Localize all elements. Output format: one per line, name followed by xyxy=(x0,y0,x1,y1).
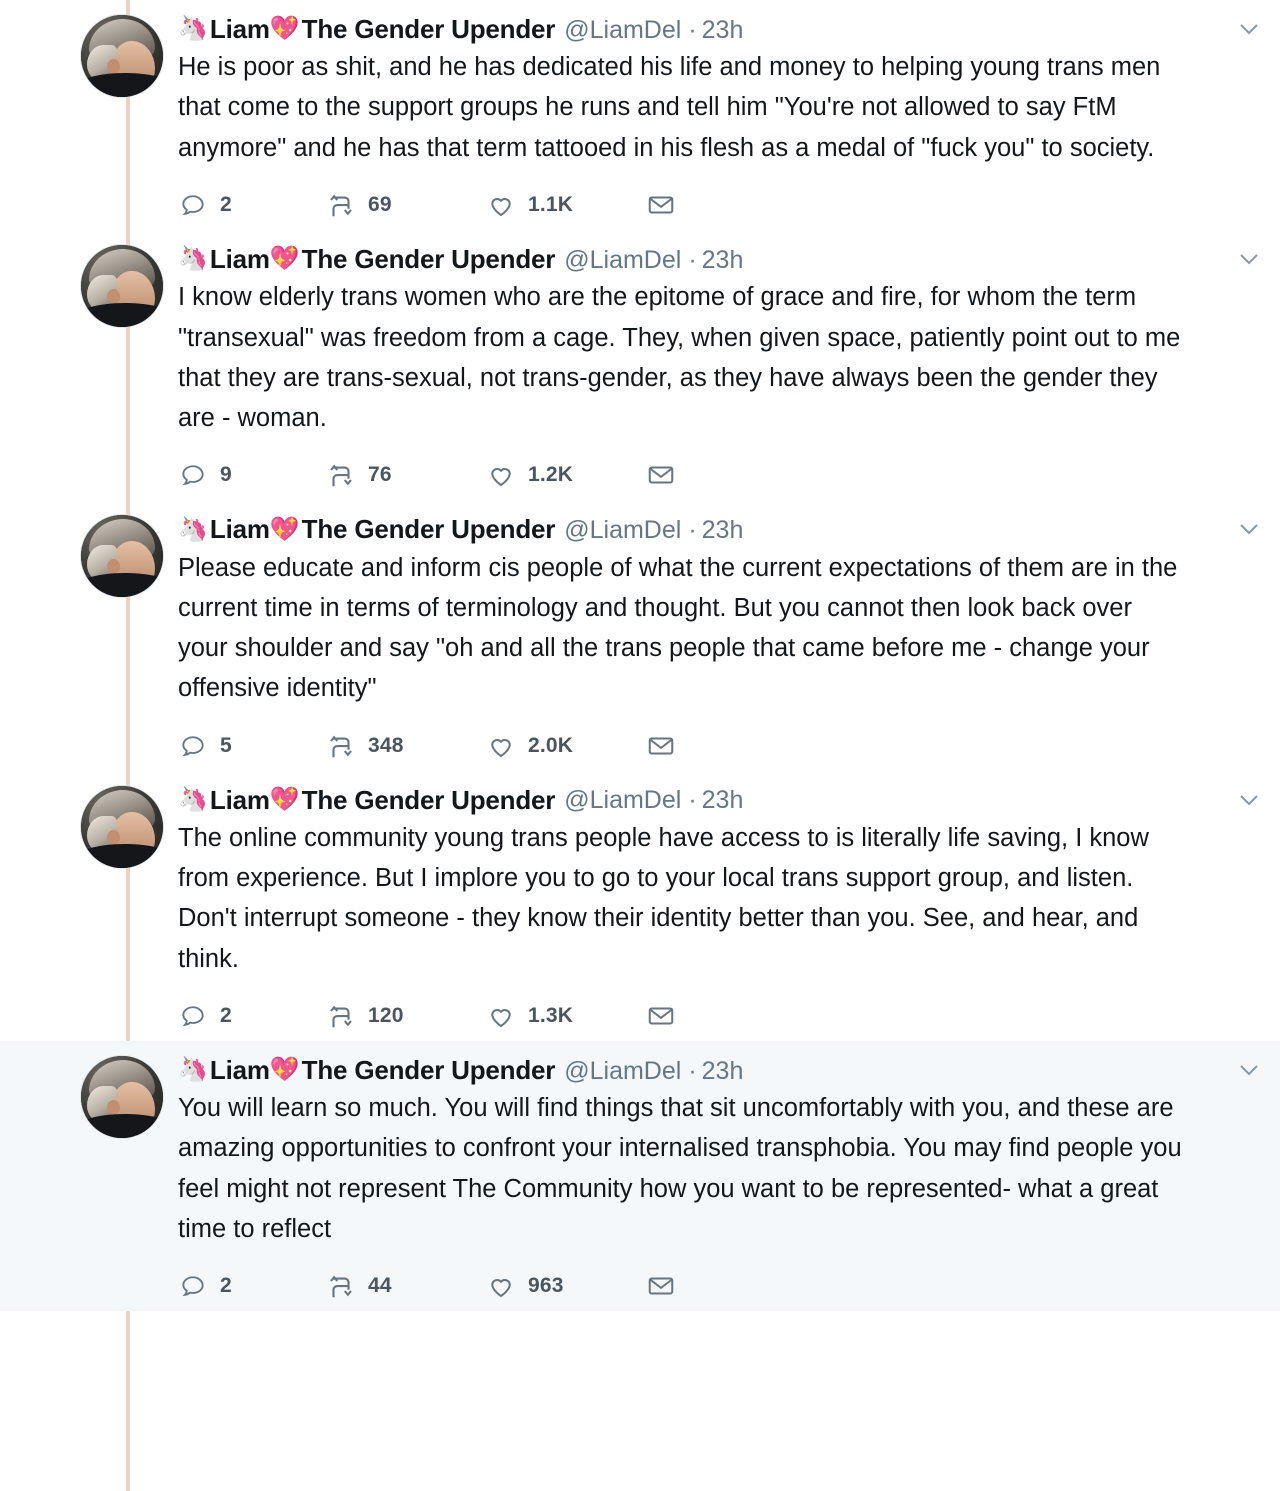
sparkling-heart-emoji-icon: 💖 xyxy=(269,1056,300,1084)
envelope-icon xyxy=(646,190,676,220)
heart-icon xyxy=(486,1001,516,1031)
retweet-count: 69 xyxy=(368,193,392,217)
retweet-count: 76 xyxy=(368,463,392,487)
tweet-item[interactable] xyxy=(0,0,1280,230)
like-button[interactable] xyxy=(486,190,646,220)
meta-separator: · xyxy=(688,786,697,815)
tweet-timestamp[interactable]: 23h xyxy=(701,1056,744,1085)
retweet-button[interactable] xyxy=(326,1001,486,1031)
tweet-header xyxy=(178,244,1200,275)
author-display-name[interactable]: Liam xyxy=(209,784,270,815)
chevron-down-icon[interactable] xyxy=(1232,247,1266,271)
retweet-button[interactable] xyxy=(326,460,486,490)
tweet-timestamp[interactable]: 23h xyxy=(701,245,744,274)
tweet-header xyxy=(178,514,1200,545)
tweet-actions xyxy=(178,1271,1200,1301)
author-display-name-suffix[interactable]: The Gender Upender xyxy=(301,1054,556,1085)
avatar-column xyxy=(80,1055,176,1301)
avatar[interactable] xyxy=(80,14,164,98)
chevron-down-icon[interactable] xyxy=(1232,517,1266,541)
tweet-body xyxy=(176,785,1200,1031)
tweet-actions xyxy=(178,731,1200,761)
tweet-body xyxy=(176,1055,1200,1301)
heart-icon xyxy=(486,731,516,761)
chevron-down-icon[interactable] xyxy=(1232,788,1266,812)
avatar-column xyxy=(80,14,176,220)
reply-count: 2 xyxy=(220,193,232,217)
tweet-timestamp[interactable]: 23h xyxy=(701,786,744,815)
unicorn-emoji-icon: 🦄 xyxy=(178,245,208,273)
reply-button[interactable] xyxy=(178,460,326,490)
reply-icon xyxy=(178,190,208,220)
reply-icon xyxy=(178,731,208,761)
reply-button[interactable] xyxy=(178,731,326,761)
avatar[interactable] xyxy=(80,1055,164,1139)
author-display-name[interactable]: Liam xyxy=(209,244,270,275)
meta-separator: · xyxy=(688,245,697,274)
avatar-ear xyxy=(107,289,120,304)
author-handle[interactable]: @LiamDel xyxy=(564,515,682,544)
tweet-header xyxy=(178,14,1200,45)
tweet-body xyxy=(176,14,1200,220)
tweet-item[interactable] xyxy=(0,500,1280,770)
author-handle[interactable]: @LiamDel xyxy=(564,786,682,815)
avatar-shoulder xyxy=(80,303,164,328)
tweet-text: The online community young trans people have access to is literally life saving, I know from experience. But I implore you to go to your local trans support group, and listen. Don't interrupt someone - they know their identity better than you. See, and hear, and think. xyxy=(178,823,1149,973)
author-display-name-suffix[interactable]: The Gender Upender xyxy=(301,784,556,815)
author-display-name-suffix[interactable]: The Gender Upender xyxy=(301,514,556,545)
like-count: 1.2K xyxy=(528,463,574,487)
author-handle[interactable]: @LiamDel xyxy=(564,15,682,44)
author-display-name[interactable]: Liam xyxy=(209,1054,270,1085)
retweet-count: 120 xyxy=(368,1003,404,1027)
unicorn-emoji-icon: 🦄 xyxy=(178,15,208,43)
chevron-down-icon[interactable] xyxy=(1232,17,1266,41)
like-button[interactable] xyxy=(486,1271,646,1301)
tweet-actions xyxy=(178,1001,1200,1031)
author-handle[interactable]: @LiamDel xyxy=(564,1056,682,1085)
reply-count: 9 xyxy=(220,463,232,487)
reply-icon xyxy=(178,1271,208,1301)
direct-message-button[interactable] xyxy=(646,731,706,761)
direct-message-button[interactable] xyxy=(646,1001,706,1031)
retweet-icon xyxy=(326,1001,356,1031)
tweet-timestamp[interactable]: 23h xyxy=(701,515,744,544)
tweet-item[interactable] xyxy=(0,230,1280,500)
tweet-body xyxy=(176,514,1200,760)
meta-separator: · xyxy=(688,1056,697,1085)
avatar-shoulder xyxy=(80,844,164,869)
retweet-count: 44 xyxy=(368,1274,392,1298)
tweet-text: You will learn so much. You will find things that sit uncomfortably with you, and these are amazing opportunities to confront your internalised transphobia. You may find people you feel might not represent The Community how you want to be represented- what a great time to reflect xyxy=(178,1094,1182,1243)
meta-separator: · xyxy=(688,15,697,44)
author-display-name[interactable]: Liam xyxy=(209,514,270,545)
author-display-name-suffix[interactable]: The Gender Upender xyxy=(301,244,556,275)
avatar-shoulder xyxy=(80,573,164,598)
like-count: 963 xyxy=(528,1274,564,1298)
tweet-body xyxy=(176,244,1200,490)
retweet-icon xyxy=(326,460,356,490)
retweet-icon xyxy=(326,1271,356,1301)
avatar-ear xyxy=(107,830,120,845)
author-display-name[interactable]: Liam xyxy=(209,14,270,44)
like-button[interactable] xyxy=(486,1001,646,1031)
reply-count: 2 xyxy=(220,1274,232,1298)
reply-icon xyxy=(178,1001,208,1031)
like-button[interactable] xyxy=(486,460,646,490)
tweet-text: I know elderly trans women who are the epitome of grace and fire, for whom the term "transexual" was freedom from a cage. They, when given space, patiently point out to me that they are trans-sexual, not trans-gender, as they have always been the gender they are - woman. xyxy=(178,283,1181,433)
envelope-icon xyxy=(646,731,676,761)
reply-count: 5 xyxy=(220,733,232,757)
direct-message-button[interactable] xyxy=(646,460,706,490)
sparkling-heart-emoji-icon: 💖 xyxy=(269,245,300,273)
retweet-icon xyxy=(326,731,356,761)
retweet-count: 348 xyxy=(368,733,404,757)
sparkling-heart-emoji-icon: 💖 xyxy=(269,15,300,43)
tweet-actions xyxy=(178,190,1200,220)
avatar-column xyxy=(80,785,176,1031)
author-display-name-suffix[interactable]: The Gender Upender xyxy=(301,14,556,44)
envelope-icon xyxy=(646,460,676,490)
tweet-item[interactable] xyxy=(0,771,1280,1041)
heart-icon xyxy=(486,1271,516,1301)
like-count: 1.3K xyxy=(528,1003,574,1027)
reply-icon xyxy=(178,460,208,490)
tweet-text: Please educate and inform cis people of what the current expectations of them are in the current time in terms of terminology and thought. But you cannot then look back over your shoulder and say "oh and all the trans people that came before me - change your offensive identity" xyxy=(178,553,1178,703)
heart-icon xyxy=(486,190,516,220)
tweet-actions xyxy=(178,460,1200,490)
avatar-shoulder xyxy=(80,1114,164,1139)
direct-message-button[interactable] xyxy=(646,1271,706,1301)
retweet-button[interactable] xyxy=(326,1271,486,1301)
avatar-ear xyxy=(107,59,120,74)
retweet-button[interactable] xyxy=(326,731,486,761)
reply-button[interactable] xyxy=(178,1001,326,1031)
envelope-icon xyxy=(646,1001,676,1031)
avatar-column xyxy=(80,514,176,760)
sparkling-heart-emoji-icon: 💖 xyxy=(269,785,300,813)
tweet-item-highlighted[interactable] xyxy=(0,1041,1280,1311)
avatar-ear xyxy=(107,1100,120,1115)
reply-count: 2 xyxy=(220,1003,232,1027)
author-handle[interactable]: @LiamDel xyxy=(564,245,682,274)
like-count: 1.1K xyxy=(528,193,574,217)
retweet-button[interactable] xyxy=(326,190,486,220)
like-button[interactable] xyxy=(486,731,646,761)
reply-button[interactable] xyxy=(178,190,326,220)
reply-button[interactable] xyxy=(178,1271,326,1301)
unicorn-emoji-icon: 🦄 xyxy=(178,785,208,813)
tweet-timestamp[interactable]: 23h xyxy=(701,15,744,44)
avatar[interactable] xyxy=(80,244,164,328)
envelope-icon xyxy=(646,1271,676,1301)
avatar-shoulder xyxy=(80,73,164,98)
tweet-header xyxy=(178,785,1200,816)
chevron-down-icon[interactable] xyxy=(1232,1058,1266,1082)
avatar-column xyxy=(80,244,176,490)
direct-message-button[interactable] xyxy=(646,190,706,220)
avatar[interactable] xyxy=(80,785,164,869)
heart-icon xyxy=(486,460,516,490)
avatar[interactable] xyxy=(80,514,164,598)
tweet-text: He is poor as shit, and he has dedicated his life and money to helping young trans men that come to the support groups he runs and tell him "You're not allowed to say FtM anymore" and he has that term tattooed in his flesh as a medal of "fuck you" to society. xyxy=(178,53,1161,162)
retweet-icon xyxy=(326,190,356,220)
sparkling-heart-emoji-icon: 💖 xyxy=(269,515,300,543)
unicorn-emoji-icon: 🦄 xyxy=(178,515,208,543)
like-count: 2.0K xyxy=(528,733,574,757)
tweet-header xyxy=(178,1055,1200,1086)
meta-separator: · xyxy=(688,515,697,544)
unicorn-emoji-icon: 🦄 xyxy=(178,1056,208,1084)
